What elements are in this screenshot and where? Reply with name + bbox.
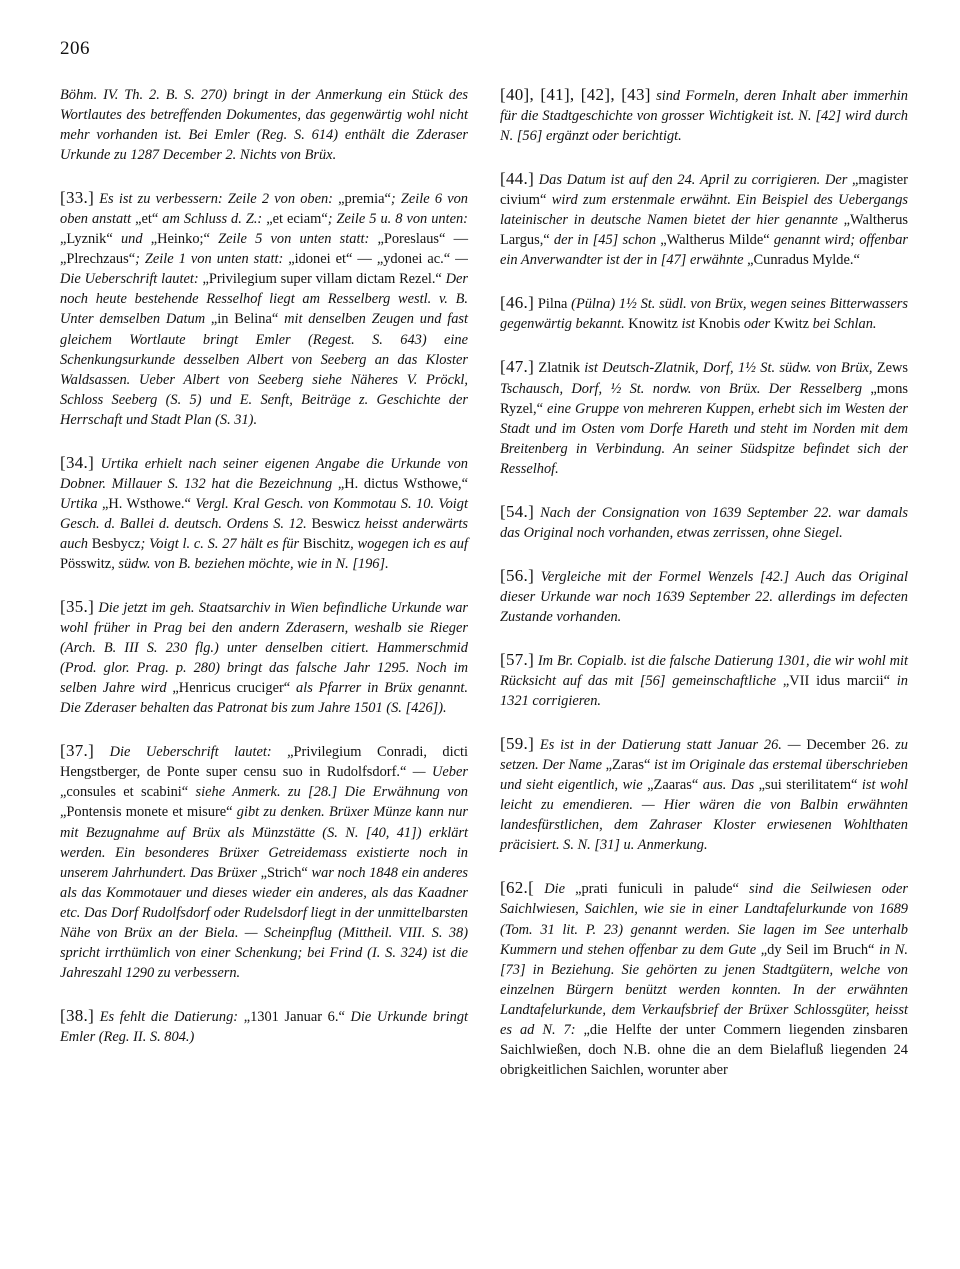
note-paragraph (500, 85, 908, 146)
italic-text: ; Zeile 5 u. 8 von unten: (327, 211, 468, 228)
italic-text: und (112, 231, 151, 248)
roman-text: Kwitz (773, 316, 809, 333)
note-reference-number: [34.] (60, 452, 95, 472)
roman-text: „H. dictus Wsthowe,“ (337, 475, 468, 492)
italic-text: ist im Originale das erstemal überschrieben und sieht eigentlich, wie (500, 757, 908, 794)
italic-text: wird zum erstenmale erwähnt. Ein Beispiel des Uebergangs lateinischer in deutsche Namen bietet der hier genannte (500, 192, 908, 229)
roman-text: „mons Ryzel,“ (500, 380, 908, 417)
italic-text: ; Zeile 6 von oben anstatt (60, 191, 468, 228)
italic-text: Die Ueberschrift lautet: (109, 744, 288, 761)
italic-text: ist (677, 316, 699, 333)
roman-text: „Waltherus Milde“ (660, 232, 770, 249)
italic-text: der in [45] schon (549, 232, 661, 249)
italic-text: Die (544, 881, 576, 898)
roman-text: „in Belina“ (210, 311, 279, 328)
roman-text: „Cunradus Mylde.“ (747, 252, 860, 269)
italic-text: am Schluss d. Z.: (158, 211, 267, 228)
roman-text: „premia“ (338, 191, 391, 208)
roman-text: „magister civium“ (500, 172, 908, 209)
italic-text: Es fehlt die Datierung: (99, 1008, 244, 1025)
italic-text: Die Urkunde bringt Emler (Reg. II. S. 804.) (60, 1008, 469, 1045)
roman-text: Knobis (698, 316, 741, 333)
roman-text: Zlatnik (538, 360, 580, 377)
note-reference-number: [37.] (60, 741, 95, 761)
roman-text: „Pontensis monete et misure“ (60, 804, 233, 821)
note-reference-number: [59.] (500, 734, 535, 754)
roman-text: „Privilegium super villam dictam Rezel.“ (202, 271, 442, 288)
italic-text: — Ueber (406, 764, 468, 781)
italic-text: Zeile 5 von unten statt: (209, 231, 378, 248)
note-reference-number: [54.] (500, 501, 535, 521)
italic-text: war noch 1848 ein anderes als das Kommotauer und dieses wieder ein anderes, als das Kaadner etc. Das Dorf Rudolfsdorf oder Rudelsdorf liegt in der unmittelbarsten Nähe von Brüx an der Biela. — Scheinpflug (Mittheil. VIII. S. 38) spricht irrthümlich von einer Schenkung; bei Frind (I. S. 324) ist die Jahreszahl 1290 zu verbessern. (60, 864, 468, 981)
italic-text: mit denselben Zeugen und fast gleichem Wortlaute bringt Emler (Regest. S. 643) eine Schenkungsurkunde desselben Albert von Seeberg an das Kloster Waldsassen. Ueber Albert von Seeberg siehe Näheres V. Pröckl, Schloss Seeberg (S. 5) und E. Senft, Beiträge z. Geschichte der Herrschaft und Stadt Plan (S. 31). (60, 311, 468, 428)
italic-text: ; Voigt l. c. S. 27 hält es für (140, 535, 303, 552)
note-reference-number: [35.] (60, 597, 95, 617)
roman-text: „Henricus cruciger“ (172, 680, 291, 697)
italic-text: Vergleiche mit der Formel Wenzels [42.] Auch das Original dieser Urkunde war noch 1639 September 22. allerdings im defecten Zustande vorhanden. (500, 568, 908, 625)
italic-text: aus. Das (698, 777, 759, 794)
italic-text: Der noch heute bestehende Resselhof liegt am Resselberg westl. v. B. Unter demselben Datum (60, 271, 468, 328)
italic-text: Vergl. Kral Gesch. von Kommotau S. 10. Voigt Gesch. d. Ballei d. deutsch. Ordens S. 12. (60, 495, 468, 532)
italic-text: sind Formeln, deren Inhalt aber immerhin für die Stadtgeschichte von grosser Wichtigkeit ist. N. [42] wird durch N. [56] ergänzt oder berichtigt. (500, 88, 908, 145)
italic-text: in 1321 corrigieren. (500, 673, 908, 710)
roman-text: „Privilegium Conradi, dicti Hengstberger, de Ponte super censu suo in Rudolfsdorf.“ (60, 744, 468, 781)
note-entry (60, 1006, 468, 1047)
italic-text: , wogegen ich es auf (350, 535, 468, 552)
note-paragraph (60, 188, 468, 430)
roman-text: Besbycz (91, 535, 141, 552)
note-reference-number: [33.] (60, 188, 95, 208)
roman-text: „prati funiculi in palude“ (575, 881, 739, 898)
note-paragraph (500, 502, 908, 543)
roman-text: „consules et scabini“ (60, 784, 189, 801)
note-paragraph (500, 650, 908, 711)
italic-text: Es ist zu verbessern: Zeile 2 von oben: (99, 191, 339, 208)
roman-text: Pilna (537, 296, 568, 313)
italic-text: ist Deutsch-Zlatnik, Dorf, 1½ St. südw. von Brüx, (579, 360, 877, 377)
roman-text: Zews (876, 360, 908, 377)
roman-text: „1301 Januar 6.“ (243, 1008, 345, 1025)
note-entry (500, 169, 908, 270)
italic-text: Im Br. Copialb. ist die falsche Datierung 1301, die wir wohl mit Rücksicht auf das mit [56] gemeinschaftliche (500, 652, 908, 690)
italic-text: Böhm. IV. Th. 2. B. S. 270) bringt in der Anmerkung ein Stück des Wortlautes des betreffenden Dokumentes, das gegenwärtig wohl nicht mehr vorhanden ist. Bei Emler (Reg. S. 614) enthält die Zderaser Urkunde zu 1287 December 2. Nichts von Brüx. (60, 87, 468, 164)
note-reference-number: [44.] (500, 169, 535, 189)
left-column (60, 85, 468, 1070)
roman-text: Bischitz (302, 535, 351, 552)
note-entry (60, 85, 468, 165)
italic-text: Es ist in der Datierung statt Januar 26. — (539, 737, 807, 754)
note-reference-number: [47.] (500, 357, 535, 377)
roman-text: „VII idus marcii“ (782, 673, 890, 690)
roman-text: „Zaras“ (605, 757, 651, 774)
note-paragraph (60, 741, 468, 983)
italic-text: ; Zeile 1 von unten statt: (135, 251, 289, 268)
note-reference-number: [38.] (60, 1005, 95, 1025)
italic-text: Nach der Consignation von 1639 September 22. war damals das Original noch vorhanden, etwas zerrissen, ohne Siegel. (500, 504, 908, 541)
roman-text: „Strich“ (260, 864, 308, 881)
roman-text: „Heinko;“ (150, 231, 210, 248)
italic-text: Die jetzt im geh. Staatsarchiv in Wien befindliche Urkunde war wohl früher in Prag bei den andern Zderasern, weshalb sie Rieger (Arch. B. III S. 230 flg.) unter denselben citiert. Hammerschmid (Prod. glor. Prag. p. 280) bringt das falsche Jahr 1295. Noch im selben Jahre wird (60, 600, 468, 697)
italic-text: zu setzen. Der Name (500, 737, 908, 774)
note-entry (60, 188, 468, 430)
roman-text: „die Helfte der unter Commern liegenden zinsbaren Saichlwießen, doch N.B. ohne die an dem Bielafluß liegenden 24 obrigkeitlichen Saichlen, worunter aber (500, 1021, 909, 1078)
roman-text: Beswicz (311, 515, 361, 532)
italic-text: gibt zu denken. Brüxer Münze kann nur mit Bezugnahme auf Brüx als Münzstätte (S. N. [40, 41]) erklärt werden. Ein besonderes Brüxer Getreidemass existierte noch in unserem Jahrhundert. Das Brüxer (60, 804, 468, 881)
roman-text: December 26. (806, 737, 890, 754)
note-reference-number: [62.[ (500, 878, 535, 898)
page-number: 206 (60, 38, 90, 59)
italic-text: ist wohl leicht zu emendieren. — Hier wären die von Balbin erwähnten landesfürstlichen, dem Zahraser Kloster erwiesenen Wohlthaten präcisiert. S. N. [31] u. Anmerkung. (500, 777, 909, 854)
roman-text: Knowitz (628, 316, 678, 333)
roman-text: „sui sterilitatem“ (758, 777, 858, 794)
note-entry (500, 357, 908, 478)
roman-text: „idonei et“ — „ydonei ac.“ (288, 251, 451, 268)
note-paragraph (500, 566, 908, 627)
italic-text: bei Schlan. (808, 316, 877, 333)
italic-text: eine Gruppe von mehreren Kuppen, erhebt sich im Westen der Stadt und im Osten vom Dorfe Hareth und steht im Norden mit dem Breitenberg in Verbindung. An seiner Südspitze befindet sich der Resselhof. (500, 400, 908, 477)
note-entry (60, 453, 468, 574)
note-paragraph (60, 453, 468, 574)
italic-text: in N. [73] in Beziehung. Sie gehörten zu jenen Stadtgütern, welche von einzelnen Bürgern benützt werden konnten. In der erwähnten Landtafelurkunde, dem Verkaufsbrief der Brüxer Schlossgüter, heisst es ad N. 7: (500, 941, 908, 1038)
roman-text: „et eciam“ (266, 211, 328, 228)
note-paragraph (500, 734, 908, 855)
note-entry (500, 293, 908, 334)
note-reference-number: [57.] (500, 649, 535, 669)
note-paragraph (60, 597, 468, 718)
roman-text: „Zaaras“ (647, 777, 699, 794)
note-paragraph (500, 878, 908, 1079)
right-column (500, 85, 908, 1103)
roman-text: „Poreslaus“ — „Plrechzaus“ (60, 231, 469, 268)
note-reference-number: [46.] (500, 293, 535, 313)
note-entry (500, 502, 908, 543)
note-entry (500, 650, 908, 711)
italic-text: Das Datum ist auf den 24. April zu corrigieren. Der (538, 172, 853, 189)
note-paragraph (500, 169, 908, 270)
italic-text: , südw. von B. beziehen möchte, wie in N. [196]. (111, 555, 389, 572)
roman-text: „et“ (135, 211, 159, 228)
note-entry (500, 734, 908, 855)
roman-text: „H. Wsthowe.“ (102, 495, 191, 512)
note-entry (500, 566, 908, 627)
note-entry (60, 741, 468, 983)
roman-text: Pösswitz (60, 555, 112, 572)
note-paragraph (60, 1006, 468, 1047)
italic-text: als Pfarrer in Brüx genannt. Die Zderaser behalten das Patronat bis zum Jahre 1501 (S. [426]). (60, 680, 468, 717)
italic-text: (Pülna) 1½ St. südl. von Brüx, wegen seines Bitterwassers gegenwärtig bekannt. (500, 296, 908, 333)
italic-text: Urtika (60, 495, 102, 512)
note-entry (500, 85, 908, 146)
italic-text: oder (740, 316, 774, 333)
note-paragraph (60, 85, 468, 165)
roman-text: „Lyznik“ (60, 231, 113, 248)
italic-text: heisst anderwärts auch (60, 515, 468, 552)
note-paragraph (500, 293, 908, 334)
italic-text: Tschausch, Dorf, ½ St. nordw. von Brüx. Der Resselberg (500, 380, 871, 397)
roman-text: „Waltherus Largus,“ (500, 212, 908, 249)
note-reference-number: [40], [41], [42], [43] (500, 85, 651, 104)
italic-text: siehe Anmerk. zu [28.] Die Erwähnung von (188, 784, 468, 801)
italic-text: sind die Seilwiesen oder Saichlwiesen, Saichlen, wie sie in einer Landtafelurkunde von 1689 (Tom. 31 lit. P. 23) genannt werden. Sie lagen im See unterhalb Kummern und stehen offenbar zu dem Gute (500, 881, 908, 958)
note-paragraph (500, 357, 908, 478)
italic-text: — Die Ueberschrift lautet: (60, 251, 468, 288)
note-reference-number: [56.] (500, 565, 535, 585)
italic-text: Urtika erhielt nach seiner eigenen Angabe die Urkunde von Dobner. Millauer S. 132 hat die Bezeichnung (60, 455, 468, 492)
italic-text: genannt wird; offenbar ein Anverwandter ist der in [47] erwähnte (500, 232, 909, 269)
note-entry (60, 597, 468, 718)
note-entry (500, 878, 908, 1079)
roman-text: „dy Seil im Bruch“ (760, 941, 875, 958)
